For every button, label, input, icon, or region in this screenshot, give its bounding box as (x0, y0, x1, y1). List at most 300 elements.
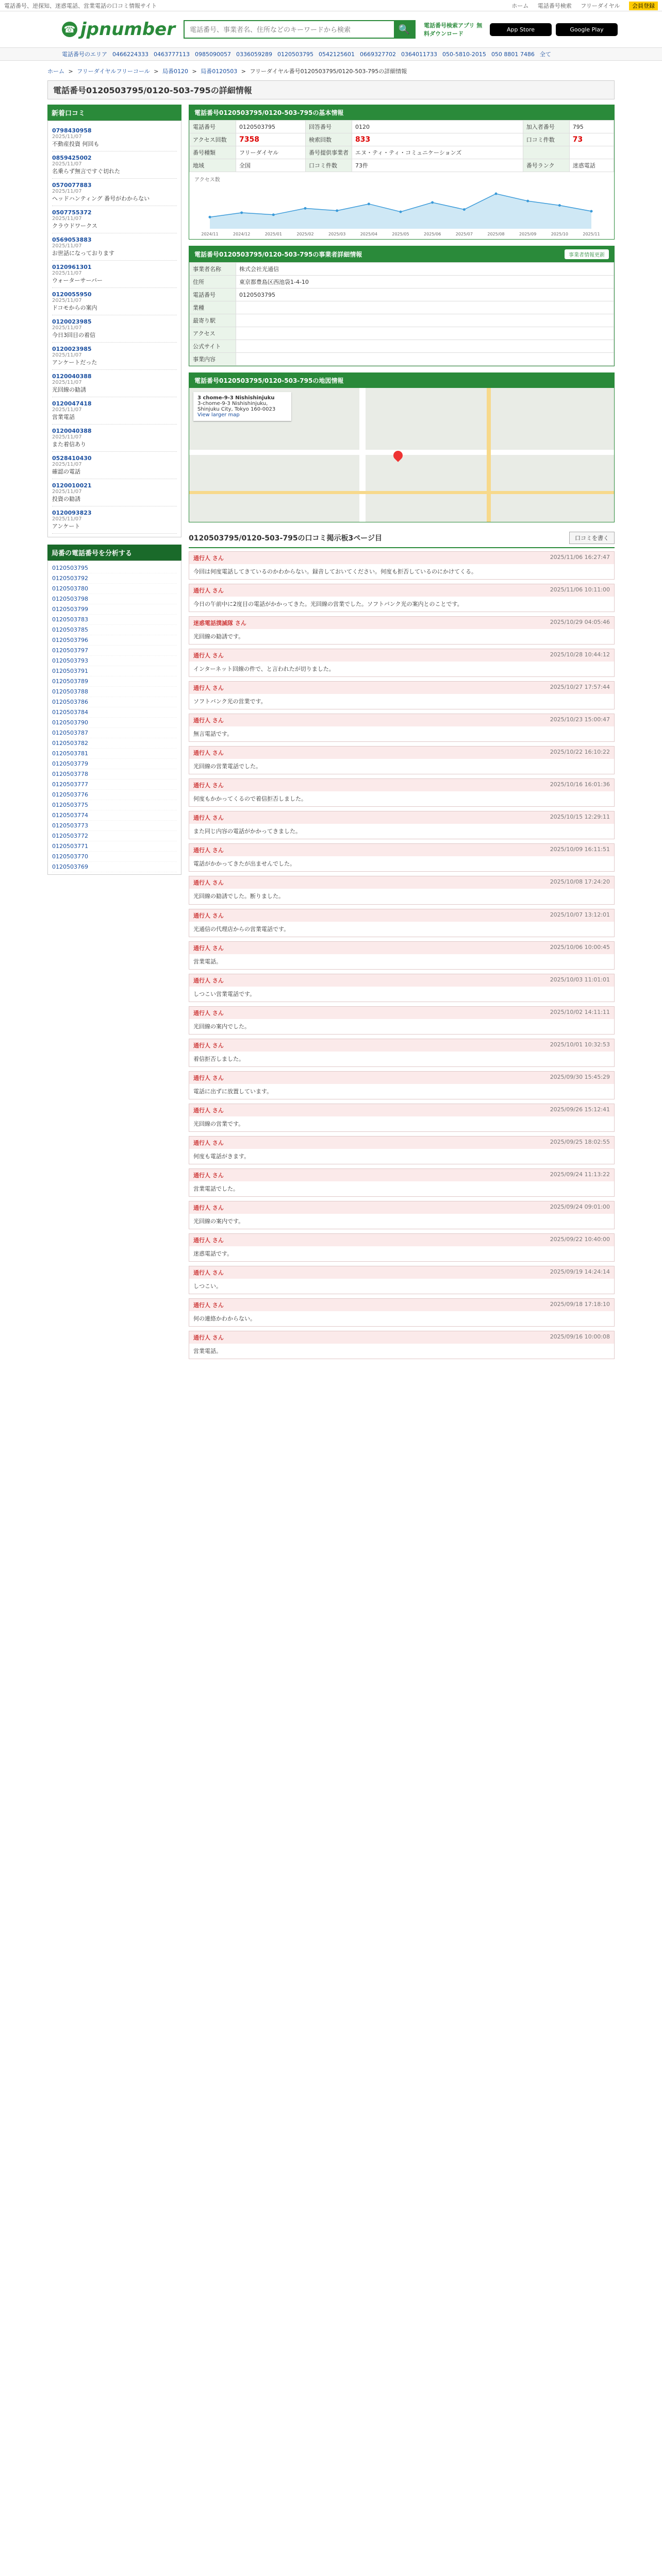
comment-body: 営業電話。 (193, 1348, 222, 1355)
app-store-button[interactable]: App Store (490, 23, 552, 36)
comment-author: 通行人 さん (193, 1204, 224, 1211)
chart-x-tick: 2025/01 (264, 232, 282, 236)
comment-card (189, 649, 615, 677)
comment-header (189, 682, 614, 694)
chart-point (526, 200, 529, 202)
comment-snippet: クラウドワークス (52, 223, 97, 229)
comment-snippet: 営業電話 (52, 414, 75, 420)
comment-snippet: 投資の勧誘 (52, 496, 80, 502)
comment-card (189, 1039, 615, 1067)
comment-date: 2025/10/01 10:32:53 (550, 1041, 610, 1048)
comment-card (189, 1104, 615, 1132)
business-header: 電話番号0120503795/0120-503-795の事業者詳細情報 (194, 251, 362, 258)
comment-number-link[interactable]: 0120093823 (52, 510, 92, 516)
table-key: 地域 (190, 159, 236, 172)
comment-number-link[interactable]: 0120023985 (52, 318, 92, 325)
comment-body: しつこい。 (193, 1283, 222, 1290)
chart-x-tick: 2025/09 (519, 232, 537, 236)
comment-header (189, 811, 614, 824)
comment-header (189, 1072, 614, 1084)
comment-card (189, 714, 615, 742)
basic-info-header: 電話番号0120503795/0120-503-795の基本情報 (194, 109, 344, 116)
list-item (52, 343, 177, 370)
comment-number-link[interactable]: 0528410430 (52, 455, 92, 462)
nav-item[interactable]: 0463777113 (154, 50, 190, 58)
right-column (189, 105, 615, 1363)
related-number-link[interactable]: 0120503770 (52, 852, 177, 862)
table-row (190, 353, 614, 366)
comment-body: 電話がかかってきたが出ませんでした。 (193, 860, 295, 868)
comment-date: 2025/10/29 04:05:46 (550, 619, 610, 626)
comment-body: 今日の午前中に2度目の電話がかかってきた。光回線の営業でした。ソフトバンク光の案内とのことです。 (193, 601, 463, 608)
left-column (47, 105, 181, 1363)
chart-x-tick: 2025/07 (455, 232, 473, 236)
chart-point (368, 202, 370, 205)
table-value: エヌ・ティ・ティ・コミュニケーションズ (352, 146, 523, 159)
table-row (190, 133, 614, 146)
chart-point (209, 216, 211, 218)
chart-title: アクセス数 (194, 177, 220, 183)
related-number-link[interactable]: 0120503792 (52, 573, 177, 584)
table-key: 番号ランク (523, 159, 569, 172)
comment-body: ソフトバンク光の営業です。 (193, 698, 267, 705)
list-item (52, 288, 177, 315)
comment-header (189, 1331, 614, 1344)
nav-item[interactable]: 電話番号のエリア (62, 51, 107, 58)
table-key (523, 146, 569, 159)
comment-card (189, 1266, 615, 1294)
chart-point (590, 210, 593, 213)
list-item (52, 315, 177, 343)
related-number-link[interactable]: 0120503769 (52, 862, 177, 872)
comment-body: 光通信の代理店からの営業電話です。 (193, 925, 290, 933)
comment-date: 2025/10/28 10:44:12 (550, 651, 610, 658)
table-key: 最寄り駅 (190, 314, 236, 327)
update-business-button[interactable]: 事業者情報更新 (565, 249, 609, 259)
comment-author: 通行人 さん (193, 815, 224, 822)
table-key: 口コミ件数 (523, 133, 569, 146)
table-value (236, 340, 614, 353)
comment-number-link[interactable]: 0859425002 (52, 155, 92, 161)
nav-item[interactable]: 050-5810-2015 (442, 50, 486, 58)
related-number-link[interactable]: 0120503793 (52, 656, 177, 666)
map-larger-link[interactable]: View larger map (197, 412, 240, 418)
table-row (190, 314, 614, 327)
comment-body: 何の連絡かわからない。 (193, 1315, 256, 1323)
comment-header (189, 1201, 614, 1214)
table-key: アクセス回数 (190, 133, 236, 146)
comment-date: 2025/10/08 17:24:20 (550, 878, 610, 886)
comment-date: 2025/11/06 10:11:00 (550, 586, 610, 594)
comment-date: 2025/11/07 (52, 352, 82, 358)
basic-info-section (189, 105, 615, 240)
table-row (190, 301, 614, 314)
comment-date: 2025/10/03 11:01:01 (550, 976, 610, 983)
related-number-link[interactable]: 0120503780 (52, 584, 177, 594)
related-number-link[interactable]: 0120503799 (52, 604, 177, 615)
comment-number-link[interactable]: 0120047418 (52, 400, 92, 407)
table-row (190, 146, 614, 159)
search-button[interactable] (394, 21, 415, 38)
search-input[interactable] (185, 21, 394, 38)
map-address-card (193, 392, 291, 421)
comment-card (189, 811, 615, 839)
comment-body: 光回線の営業電話でした。 (193, 763, 261, 770)
nav-item[interactable]: 0336059289 (236, 50, 272, 58)
map-address-sub: 3-chome-9-3 Nishishinjuku, Shinjuku City, Tokyo 160-0023 (197, 401, 276, 412)
related-number-link[interactable]: 0120503778 (52, 769, 177, 779)
comment-date: 2025/09/25 18:02:55 (550, 1138, 610, 1145)
app-promo-text: 電話番号検索アプリ 無料ダウンロード (424, 22, 483, 37)
comment-date: 2025/09/16 10:00:08 (550, 1333, 610, 1341)
list-item (52, 397, 177, 425)
table-row (190, 263, 614, 276)
list-item (52, 124, 177, 151)
comment-date: 2025/11/07 (52, 407, 82, 413)
nav-item[interactable]: 0669327702 (360, 50, 396, 58)
list-item (52, 452, 177, 479)
table-key: 住所 (190, 276, 236, 289)
top-link-register[interactable]: 会員登録 (629, 2, 658, 10)
logo-icon: ☎ (62, 22, 77, 37)
nav-item[interactable]: 0364011733 (401, 50, 437, 58)
comment-header (189, 649, 614, 662)
related-number-link[interactable]: 0120503786 (52, 697, 177, 707)
related-number-link[interactable]: 0120503779 (52, 759, 177, 769)
comment-date: 2025/11/07 (52, 462, 82, 467)
comment-author: 通行人 さん (193, 1107, 224, 1114)
related-numbers-list (47, 561, 181, 875)
comment-date: 2025/11/07 (52, 325, 82, 331)
site-tagline: 電話番号、逆探知、迷惑電話、営業電話の口コミ情報サイト (4, 2, 157, 9)
map-header: 電話番号0120503795/0120-503-795の地図情報 (194, 377, 344, 384)
comment-author: 通行人 さん (193, 652, 224, 659)
comment-number-link[interactable]: 0570077883 (52, 182, 92, 189)
related-number-link[interactable]: 0120503789 (52, 676, 177, 687)
comment-body: 今回は何度電話してきているのかわからない。録音しておいてください。何度も拒否しているのにかけてくる。 (193, 568, 477, 575)
map-road (189, 491, 614, 494)
comment-card (189, 1006, 615, 1035)
columns (47, 105, 615, 1363)
comment-header (189, 844, 614, 856)
comment-body: 営業電話。 (193, 958, 222, 965)
comment-date: 2025/10/07 13:12:01 (550, 911, 610, 918)
chart-point (304, 207, 307, 210)
comment-number-link[interactable]: 0120023985 (52, 346, 92, 352)
comment-header (189, 1299, 614, 1311)
chart-point (240, 211, 243, 214)
comment-card (189, 1136, 615, 1164)
chart-x-tick: 2025/10 (551, 232, 568, 236)
new-comments-header: 新着口コミ (47, 105, 181, 121)
chart-x-tick: 2025/08 (487, 232, 505, 236)
comment-body: また同じ内容の電話がかかってきました。 (193, 828, 301, 835)
table-key: アクセス (190, 327, 236, 340)
related-number-link[interactable]: 0120503796 (52, 635, 177, 646)
comment-date: 2025/09/24 11:13:22 (550, 1171, 610, 1178)
comment-date: 2025/11/07 (52, 216, 82, 222)
table-value: 0120503795 (236, 289, 614, 301)
comment-header (189, 779, 614, 791)
new-comments-list (47, 121, 181, 537)
nav-item[interactable]: 全て (539, 51, 551, 58)
nav-item[interactable]: 0985090057 (195, 50, 231, 58)
chart-x-tick: 2024/11 (201, 232, 219, 236)
chart-point (336, 209, 338, 212)
comment-author: 通行人 さん (193, 1009, 224, 1016)
table-value: 東京都豊島区西池袋1-4-10 (236, 276, 614, 289)
comment-number-link[interactable]: 0120961301 (52, 264, 92, 270)
comment-card (189, 584, 615, 612)
list-item (52, 151, 177, 179)
logo-text: jpnumber (80, 19, 175, 40)
map-road (487, 388, 491, 522)
comment-snippet: また着信あり (52, 441, 86, 448)
related-number-link[interactable]: 0120503790 (52, 718, 177, 728)
comment-date: 2025/11/07 (52, 434, 82, 440)
list-item (52, 479, 177, 506)
breadcrumb-link[interactable]: 局番0120503 (201, 68, 238, 75)
top-link-home[interactable]: ホーム (511, 2, 529, 9)
related-number-link[interactable]: 0120503797 (52, 646, 177, 656)
comment-body: 光回線の案内です。 (193, 1217, 244, 1225)
related-number-link[interactable]: 0120503784 (52, 707, 177, 718)
header (0, 11, 662, 47)
comment-body: 光回線の勧誘です。 (193, 633, 244, 640)
related-number-link[interactable]: 0120503781 (52, 749, 177, 759)
nav-item[interactable]: 050 8801 7486 (491, 50, 535, 58)
comment-card (189, 1331, 615, 1359)
table-value: 全国 (236, 159, 306, 172)
comment-snippet: ヘッドハンティング 番号がわからない (52, 195, 150, 202)
site-logo[interactable] (62, 19, 175, 40)
comment-header (189, 876, 614, 889)
breadcrumb-sep: > (154, 68, 159, 75)
comment-header (189, 1234, 614, 1246)
comment-body: 営業電話でした。 (193, 1185, 239, 1192)
nav-item[interactable]: 0120503795 (277, 50, 313, 58)
comment-date: 2025/11/07 (52, 243, 82, 249)
comment-date: 2025/09/22 10:40:00 (550, 1235, 610, 1243)
table-value (236, 327, 614, 340)
comment-author: 通行人 さん (193, 1334, 224, 1342)
table-row (190, 159, 614, 172)
related-number-link[interactable]: 0120503787 (52, 728, 177, 738)
comment-number-link[interactable]: 0120040388 (52, 373, 92, 380)
comment-date: 2025/09/30 15:45:29 (550, 1073, 610, 1080)
table-value: 0120 (352, 121, 523, 133)
comment-date: 2025/10/16 16:01:36 (550, 781, 610, 788)
basic-info-table (189, 120, 614, 172)
comment-card (189, 974, 615, 1002)
related-number-link[interactable]: 0120503771 (52, 841, 177, 852)
top-links (504, 2, 658, 10)
comment-body: 何度も電話がきます。 (193, 1153, 250, 1160)
comment-author: 通行人 さん (193, 847, 224, 854)
related-number-link[interactable]: 0120503776 (52, 790, 177, 800)
comment-author: 通行人 さん (193, 1302, 224, 1309)
comment-author: 通行人 さん (193, 1074, 224, 1081)
nav-item[interactable]: 0466224333 (112, 50, 148, 58)
comment-header (189, 974, 614, 987)
map-section (189, 372, 615, 522)
table-value (236, 353, 614, 366)
table-value: 73 (569, 133, 614, 146)
comment-author: 通行人 さん (193, 587, 224, 595)
comment-body: 光回線の営業です。 (193, 1120, 244, 1127)
comment-header (189, 714, 614, 726)
comment-author: 通行人 さん (193, 912, 224, 919)
comment-card (189, 1071, 615, 1099)
table-value (236, 301, 614, 314)
table-key: 番号種類 (190, 146, 236, 159)
table-value: 833 (352, 133, 523, 146)
related-number-link[interactable]: 0120503783 (52, 615, 177, 625)
comment-card (189, 1233, 615, 1262)
related-number-link[interactable]: 0120503798 (52, 594, 177, 604)
comment-date: 2025/09/18 17:18:10 (550, 1301, 610, 1308)
comment-header (189, 942, 614, 954)
comment-header (189, 909, 614, 922)
breadcrumb-link[interactable]: ホーム (47, 68, 64, 75)
comment-card (189, 941, 615, 970)
chart-x-tick: 2025/06 (424, 232, 441, 236)
table-value: 株式会社光通信 (236, 263, 614, 276)
table-key: 業種 (190, 301, 236, 314)
chart-x-tick: 2025/03 (328, 232, 346, 236)
google-play-button[interactable]: Google Play (556, 23, 618, 36)
access-chart (189, 172, 614, 239)
comment-author: 通行人 さん (193, 879, 224, 887)
chart-point (558, 204, 561, 207)
comment-number-link[interactable]: 0507755372 (52, 209, 92, 216)
comment-card (189, 876, 615, 904)
comment-header (189, 1104, 614, 1116)
table-key: 口コミ件数 (306, 159, 352, 172)
list-item (52, 261, 177, 288)
comment-author: 通行人 さん (193, 977, 224, 984)
table-key: 回答番号 (306, 121, 352, 133)
comment-author: 通行人 さん (193, 750, 224, 757)
comment-date: 2025/11/07 (52, 161, 82, 167)
comment-author: 通行人 さん (193, 1269, 224, 1277)
comment-date: 2025/10/22 16:10:22 (550, 749, 610, 756)
table-row (190, 289, 614, 301)
related-number-link[interactable]: 0120503774 (52, 810, 177, 821)
comment-number-link[interactable]: 0798430958 (52, 127, 92, 134)
page-title: 電話番号0120503795/0120-503-795の詳細情報 (47, 80, 615, 99)
comment-card (189, 616, 615, 645)
related-number-link[interactable]: 0120503795 (52, 563, 177, 573)
app-promo (424, 21, 618, 38)
top-link-search[interactable]: 電話番号検索 (537, 2, 572, 9)
comment-body: 光回線の案内でした。 (193, 1023, 250, 1030)
comment-header (189, 747, 614, 759)
comment-header (189, 617, 614, 629)
table-value (569, 146, 614, 159)
breadcrumb-link[interactable]: フリーダイヤルフリーコール (77, 68, 150, 75)
comment-author: 通行人 さん (193, 1139, 224, 1146)
breadcrumb-sep: > (241, 68, 246, 75)
comment-body: 光回線の勧誘でした。断りました。 (193, 893, 284, 900)
table-key: 事業者名称 (190, 263, 236, 276)
comment-card (189, 681, 615, 709)
comment-snippet: 今日3回目の着信 (52, 332, 95, 338)
related-numbers-header: 局番の電話番号を分析する (47, 545, 181, 561)
comment-header (189, 584, 614, 597)
map-view[interactable] (189, 388, 614, 522)
comment-author: 通行人 さん (193, 685, 224, 692)
comment-snippet: お世話になっております (52, 250, 114, 257)
main-wrap (47, 61, 615, 1363)
comment-card (189, 843, 615, 872)
comment-body: 迷惑電話です。 (193, 1250, 233, 1257)
nav-item[interactable]: 0542125601 (319, 50, 355, 58)
related-number-link[interactable]: 0120503791 (52, 666, 177, 676)
comment-snippet: ウォーターサーバー (52, 277, 103, 284)
top-link-freedial[interactable]: フリーダイヤル (581, 2, 620, 9)
related-number-link[interactable]: 0120503773 (52, 821, 177, 831)
comment-snippet: 光回線の勧誘 (52, 386, 86, 393)
comment-number-link[interactable]: 0120010021 (52, 482, 92, 489)
list-item (52, 506, 177, 534)
chart-x-tick: 2025/05 (392, 232, 409, 236)
table-row (190, 340, 614, 353)
breadcrumb-sep: > (192, 68, 197, 75)
table-key: 電話番号 (190, 289, 236, 301)
comment-date: 2025/10/06 10:00:45 (550, 943, 610, 951)
comment-body: 何度もかかってくるので着信拒否しました。 (193, 795, 307, 803)
comment-snippet: ドコモからの案内 (52, 304, 97, 311)
comment-snippet: アンケート (52, 523, 80, 530)
post-comment-button[interactable]: 口コミを書く (569, 532, 615, 544)
table-row (190, 327, 614, 340)
comments-list (189, 551, 615, 1359)
comment-date: 2025/09/24 09:01:00 (550, 1203, 610, 1210)
related-number-link[interactable]: 0120503782 (52, 738, 177, 749)
list-item (52, 179, 177, 206)
chart-point (400, 211, 402, 213)
comment-body: 着信拒否しました。 (193, 1055, 244, 1062)
search-box (184, 20, 416, 39)
comment-date: 2025/11/07 (52, 298, 82, 303)
breadcrumb-link[interactable]: 局番0120 (162, 68, 189, 75)
comment-number-link[interactable]: 0120040388 (52, 428, 92, 434)
comment-snippet: アンケートだった (52, 359, 97, 366)
breadcrumb-current: フリーダイヤル番号0120503795/0120-503-795の詳細情報 (250, 68, 407, 75)
comment-author: 迷惑電話撲滅隊 さん (193, 620, 246, 627)
table-row (190, 276, 614, 289)
comment-author: 通行人 さん (193, 717, 224, 724)
comment-body: しつこい営業電話です。 (193, 990, 256, 997)
related-number-link[interactable]: 0120503772 (52, 831, 177, 841)
list-item (52, 206, 177, 233)
comment-number-link[interactable]: 0120055950 (52, 291, 92, 298)
table-value: 73件 (352, 159, 523, 172)
top-bar (0, 0, 662, 11)
chart-x-tick: 2025/02 (296, 232, 314, 236)
related-number-link[interactable]: 0120503777 (52, 779, 177, 790)
related-number-link[interactable]: 0120503788 (52, 687, 177, 697)
breadcrumb (47, 67, 615, 75)
comment-number-link[interactable]: 0569053883 (52, 236, 92, 243)
comment-body: 電話に出ずに放置しています。 (193, 1088, 273, 1095)
related-number-link[interactable]: 0120503775 (52, 800, 177, 810)
comment-date: 2025/11/07 (52, 270, 82, 276)
nav-bar (0, 47, 662, 61)
related-number-link[interactable]: 0120503785 (52, 625, 177, 635)
list-item (52, 425, 177, 452)
